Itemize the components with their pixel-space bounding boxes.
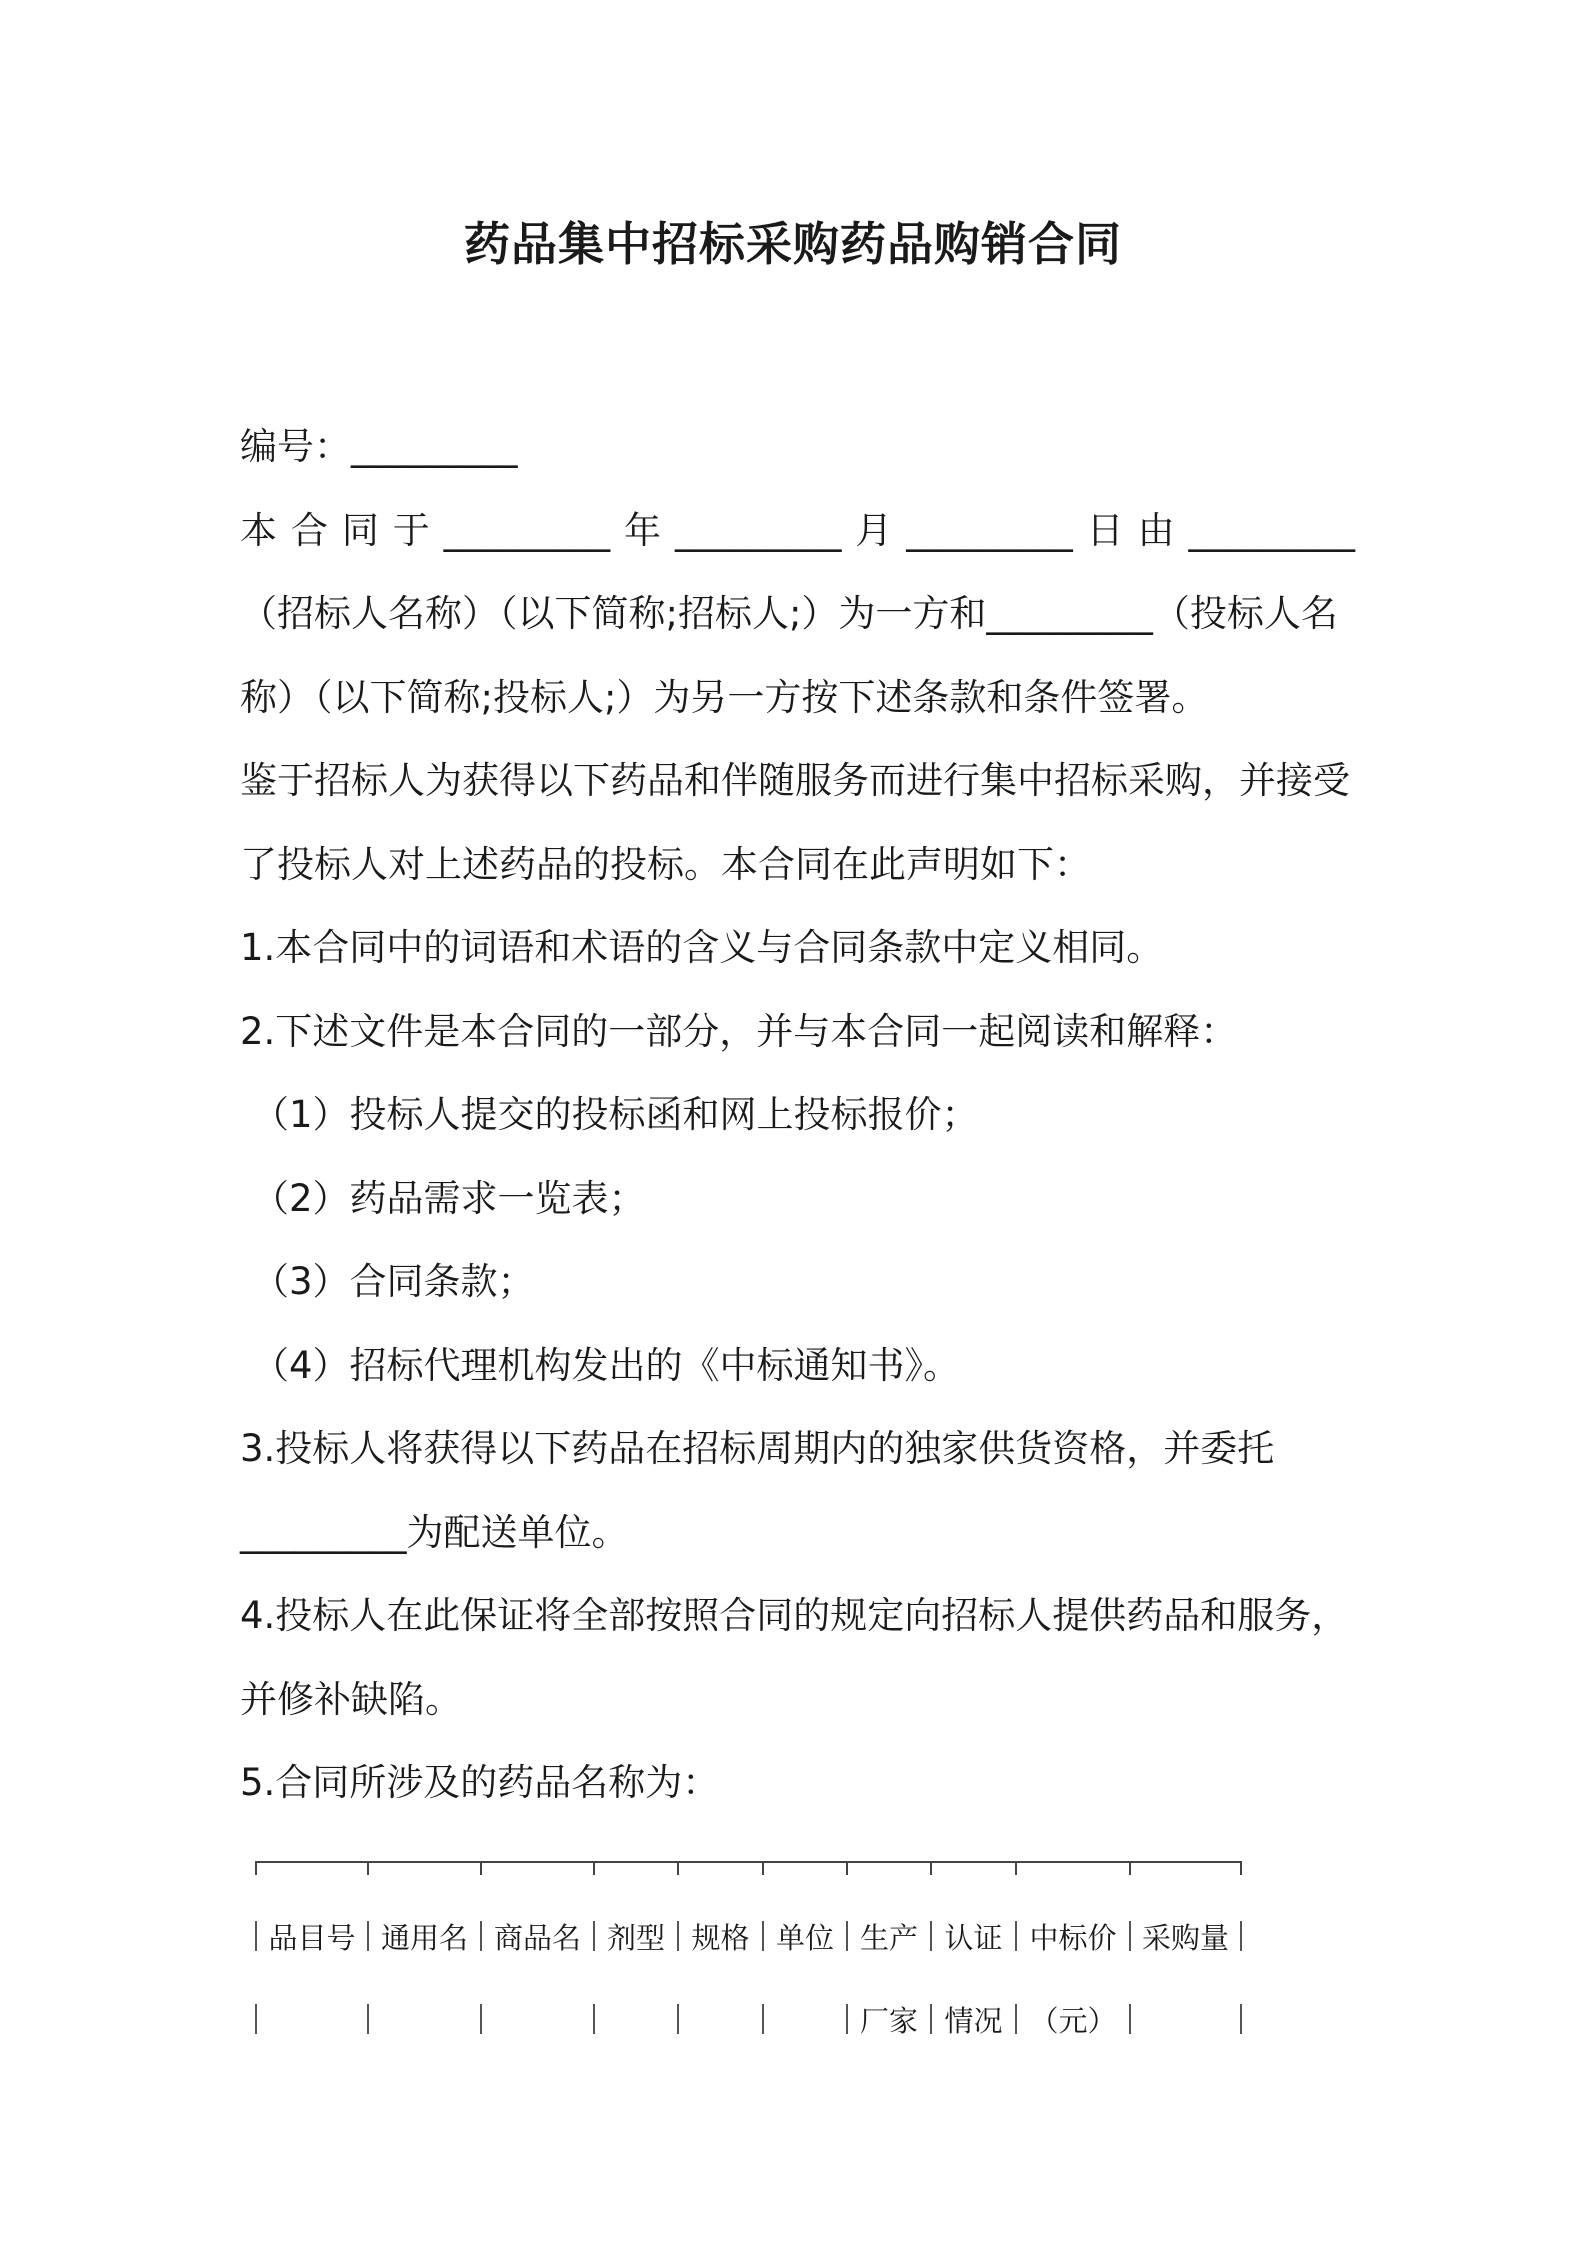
table-header-cell bbox=[764, 1980, 846, 2063]
table-top-tick bbox=[1240, 1861, 1242, 1875]
table-header-cell: 厂家 bbox=[859, 2004, 918, 2038]
table-header-cell: 单位 bbox=[775, 1921, 834, 1955]
table-header-cell: 采购量 bbox=[1141, 1921, 1229, 1955]
contract-number-line: 编号：_________ bbox=[240, 425, 518, 468]
whereas-line-2: 了投标人对上述药品的投标。本合同在此声明如下： bbox=[240, 842, 1091, 886]
table-header-cell: 规格 bbox=[691, 1921, 750, 1955]
table-header-cell: 品目号 bbox=[268, 1921, 356, 1955]
table-header-row-2 bbox=[255, 1980, 1265, 2063]
clause-3-line-2: _________为配送单位。 bbox=[240, 1510, 629, 1554]
whereas-line-1: 鉴于招标人为获得以下药品和伴随服务而进行集中招标采购，并接受 bbox=[240, 759, 1350, 802]
table-top-tick bbox=[846, 1861, 848, 1875]
document-body bbox=[240, 405, 1360, 1825]
table-header-cell: 中标价 bbox=[1029, 1921, 1117, 1955]
table-header-row-1 bbox=[255, 1897, 1265, 1980]
table-header-cell: （元） bbox=[1029, 2004, 1117, 2038]
table-header-cell: 剂型 bbox=[606, 1921, 665, 1955]
clause-2-item-2: （2）药品需求一览表； bbox=[252, 1176, 646, 1220]
clause-1: 1.本合同中的词语和术语的含义与合同条款中定义相同。 bbox=[240, 926, 1164, 969]
table-header-cell: 情况 bbox=[944, 2004, 1003, 2038]
table-top-tick bbox=[480, 1861, 482, 1875]
table-top-tick bbox=[762, 1861, 764, 1875]
table-header-cell: 通用名 bbox=[380, 1921, 468, 1955]
clause-4-line-2: 并修补缺陷。 bbox=[240, 1677, 462, 1721]
table-top-line bbox=[255, 1861, 1242, 1863]
clause-2-item-1: （1）投标人提交的投标函和网上投标报价； bbox=[252, 1093, 979, 1136]
table-divider bbox=[1240, 2004, 1242, 2034]
table-top-tick bbox=[367, 1861, 369, 1875]
table-top-tick bbox=[593, 1861, 595, 1875]
table-top-tick bbox=[677, 1861, 679, 1875]
table-top-tick bbox=[1129, 1861, 1131, 1875]
clause-2-item-4: （4）招标代理机构发出的《中标通知书》。 bbox=[252, 1343, 961, 1387]
table-header-cell bbox=[679, 1980, 762, 2063]
table-top-tick bbox=[1015, 1861, 1017, 1875]
table-header-cell: 生产 bbox=[859, 1921, 918, 1955]
table-header-cell bbox=[257, 1980, 367, 2063]
clause-4-line-1: 4.投标人在此保证将全部按照合同的规定向招标人提供药品和服务， bbox=[240, 1594, 1349, 1637]
table-top-border bbox=[255, 1855, 1265, 1875]
table-header-cell bbox=[1131, 1980, 1240, 2063]
intro-line-2: （招标人名称）（以下简称;招标人;）为一方和_________（投标人名 bbox=[240, 592, 1338, 635]
drug-table bbox=[255, 1855, 1265, 2063]
table-divider bbox=[1240, 1921, 1242, 1951]
table-header-cell bbox=[595, 1980, 677, 2063]
table-header-cell: 商品名 bbox=[493, 1921, 581, 1955]
intro-line-3: 称）（以下简称;投标人;）为另一方按下述条款和条件签署。 bbox=[240, 675, 1209, 719]
intro-line-1: 本 合 同 于 _________ 年 _________ 月 _________ 日 由 _________ bbox=[240, 508, 1355, 552]
clause-3-line-1: 3.投标人将获得以下药品在招标周期内的独家供货资格，并委托 bbox=[240, 1427, 1275, 1470]
table-header-cell: 认证 bbox=[944, 1921, 1003, 1955]
table-top-tick bbox=[930, 1861, 932, 1875]
table-top-tick bbox=[255, 1861, 257, 1875]
clause-2: 2.下述文件是本合同的一部分，并与本合同一起阅读和解释： bbox=[240, 1009, 1238, 1053]
clause-5: 5.合同所涉及的药品名称为： bbox=[240, 1761, 720, 1804]
document-title: 药品集中招标采购药品购销合同 bbox=[464, 217, 1122, 271]
table-header-cell bbox=[482, 1980, 593, 2063]
table-header-cell bbox=[369, 1980, 480, 2063]
clause-2-item-3: （3）合同条款； bbox=[252, 1260, 535, 1303]
